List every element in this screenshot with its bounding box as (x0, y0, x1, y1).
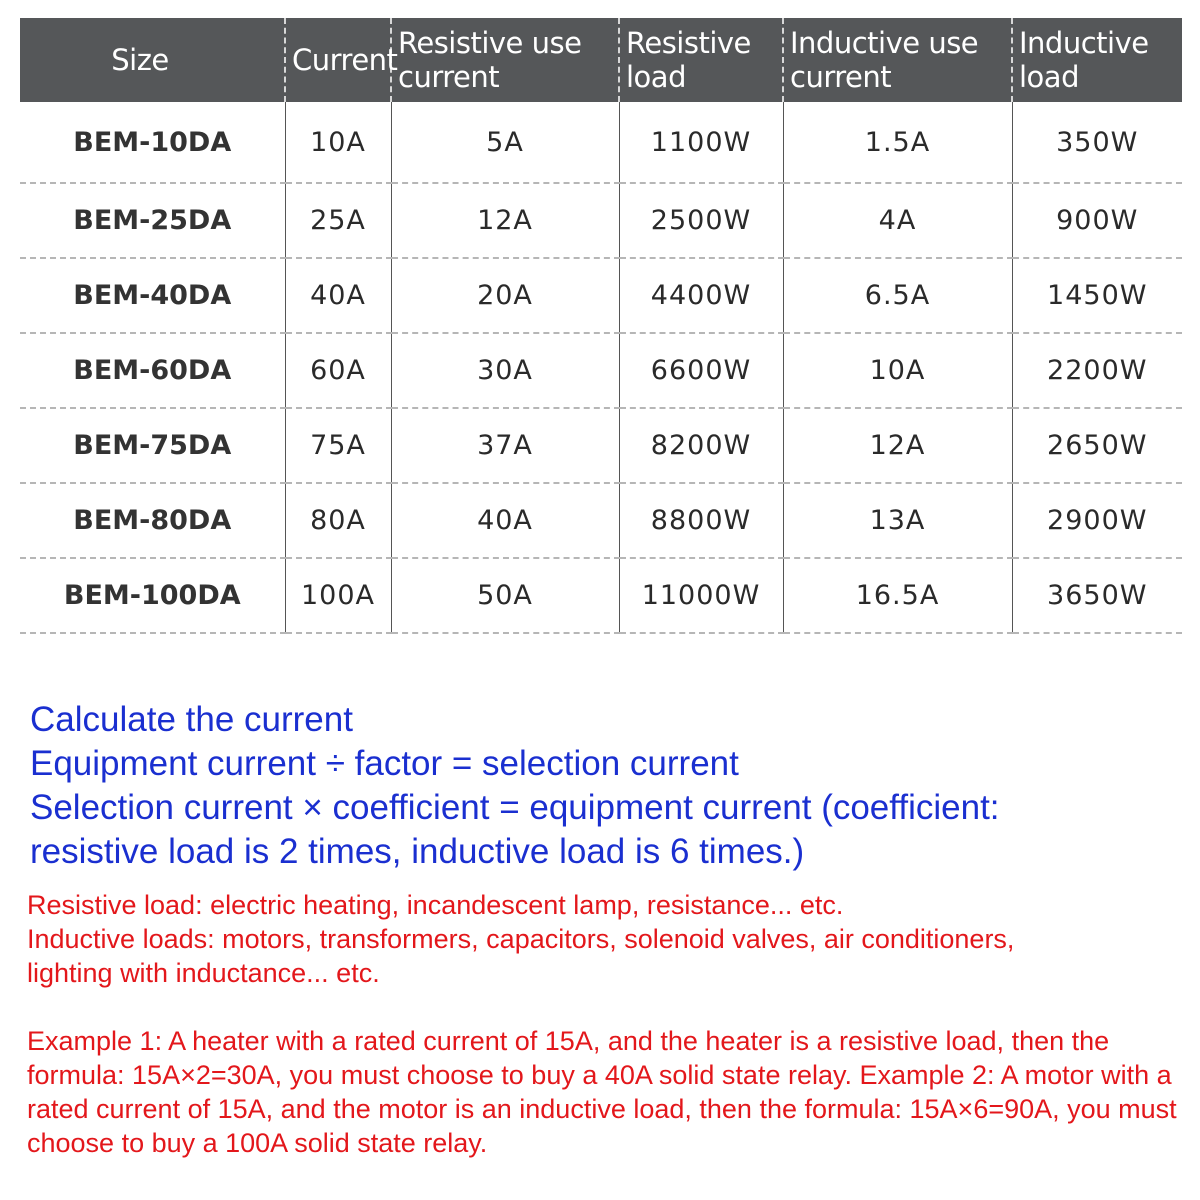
cell-resistive-use-current: 30A (391, 333, 619, 408)
cell-resistive-load: 11000W (619, 558, 783, 633)
cell-resistive-load: 8200W (619, 408, 783, 483)
cell-current: 80A (285, 483, 391, 558)
cell-resistive-load: 2500W (619, 183, 783, 258)
cell-resistive-use-current: 12A (391, 183, 619, 258)
cell-inductive-load: 900W (1012, 183, 1182, 258)
calculation-formula-3: resistive load is 2 times, inductive load is 6 times.) (30, 832, 805, 871)
table-row (20, 558, 1182, 633)
inductive-load-note: Inductive loads: motors, transformers, capacitors, solenoid valves, air conditioners, (27, 924, 1015, 954)
cell-inductive-load: 2200W (1012, 333, 1182, 408)
cell-current: 75A (285, 408, 391, 483)
table-row (20, 258, 1182, 333)
cell-size: BEM-25DA (20, 183, 285, 258)
cell-resistive-load: 8800W (619, 483, 783, 558)
examples-paragraph: Example 1: A heater with a rated current of 15A, and the heater is a resistive load, then the formula: 15A×2=30A, you must choose to buy a 40A solid state relay. Example 2: A motor with a rated current of 15A, and the motor is an inductive load, then the formula: 15A×6=90A, you must choose to buy a 100A solid state relay. (27, 1026, 1177, 1158)
resistive-load-note: Resistive load: electric heating, incandescent lamp, resistance... etc. (27, 890, 844, 920)
cell-resistive-load: 1100W (619, 102, 783, 183)
cell-inductive-load: 2900W (1012, 483, 1182, 558)
header-size: Size (20, 18, 285, 102)
cell-size: BEM-75DA (20, 408, 285, 483)
table-row (20, 408, 1182, 483)
cell-resistive-use-current: 37A (391, 408, 619, 483)
cell-inductive-use-current: 12A (783, 408, 1012, 483)
header-resistive-use-current: Resistive use current (391, 18, 619, 102)
cell-inductive-load: 3650W (1012, 558, 1182, 633)
header-resistive-load: Resistive load (619, 18, 783, 102)
cell-inductive-use-current: 10A (783, 333, 1012, 408)
cell-inductive-use-current: 13A (783, 483, 1012, 558)
header-inductive-load: Inductive load (1012, 18, 1182, 102)
cell-inductive-use-current: 6.5A (783, 258, 1012, 333)
relay-spec-table (20, 18, 1182, 634)
load-notes (27, 888, 1187, 1160)
cell-current: 10A (285, 102, 391, 183)
calculation-explanation (30, 698, 1180, 874)
calculation-title: Calculate the current (30, 700, 353, 739)
inductive-load-note-continued: lighting with inductance... etc. (27, 958, 380, 988)
cell-size: BEM-100DA (20, 558, 285, 633)
cell-resistive-use-current: 40A (391, 483, 619, 558)
cell-resistive-use-current: 5A (391, 102, 619, 183)
cell-inductive-load: 1450W (1012, 258, 1182, 333)
cell-size: BEM-60DA (20, 333, 285, 408)
cell-inductive-load: 350W (1012, 102, 1182, 183)
cell-current: 40A (285, 258, 391, 333)
cell-resistive-use-current: 50A (391, 558, 619, 633)
calculation-formula-2: Selection current × coefficient = equipment current (coefficient: (30, 788, 1000, 827)
table-row (20, 483, 1182, 558)
cell-current: 25A (285, 183, 391, 258)
cell-resistive-load: 4400W (619, 258, 783, 333)
cell-resistive-use-current: 20A (391, 258, 619, 333)
header-inductive-use-current: Inductive use current (783, 18, 1012, 102)
table-row (20, 102, 1182, 183)
cell-size: BEM-80DA (20, 483, 285, 558)
cell-inductive-use-current: 1.5A (783, 102, 1012, 183)
cell-size: BEM-40DA (20, 258, 285, 333)
table-row (20, 333, 1182, 408)
cell-inductive-load: 2650W (1012, 408, 1182, 483)
table-header (20, 18, 1182, 102)
cell-inductive-use-current: 16.5A (783, 558, 1012, 633)
table-row (20, 183, 1182, 258)
calculation-formula-1: Equipment current ÷ factor = selection current (30, 744, 739, 783)
cell-size: BEM-10DA (20, 102, 285, 183)
cell-inductive-use-current: 4A (783, 183, 1012, 258)
header-current: Current (285, 18, 391, 102)
cell-current: 100A (285, 558, 391, 633)
cell-resistive-load: 6600W (619, 333, 783, 408)
cell-current: 60A (285, 333, 391, 408)
